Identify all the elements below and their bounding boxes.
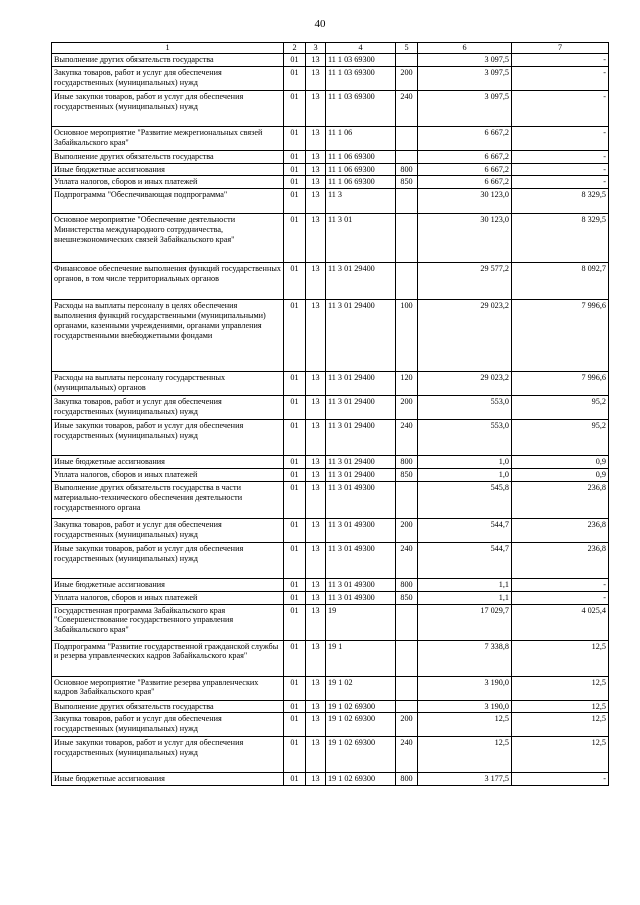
row-target-article: 11 1 06 69300 [326,150,396,163]
row-amount-plan: 1,0 [418,469,512,482]
row-section: 01 [284,456,306,469]
row-subsection: 13 [306,263,326,300]
row-amount-plan: 12,5 [418,713,512,737]
row-section: 01 [284,53,306,66]
row-expense-type [396,189,418,214]
row-name: Выполнение других обязательств государства в части материально-технического обеспечения деятельности государственного органа [52,481,284,518]
row-subsection: 13 [306,396,326,420]
row-section: 01 [284,396,306,420]
row-expense-type: 200 [396,518,418,542]
table-row [52,300,609,372]
row-section: 01 [284,66,306,90]
row-name: Расходы на выплаты персоналу государственных (муниципальных) органов [52,372,284,396]
header-col-7: 7 [512,43,609,54]
row-subsection: 13 [306,591,326,604]
row-amount-actual: 95,2 [512,396,609,420]
row-amount-actual: 7 996,6 [512,372,609,396]
row-expense-type: 240 [396,420,418,456]
row-subsection: 13 [306,604,326,640]
table-row [52,263,609,300]
row-amount-plan: 3 097,5 [418,90,512,126]
table-row [52,676,609,700]
row-amount-actual: 236,8 [512,542,609,578]
row-amount-actual: - [512,773,609,786]
row-amount-actual: 8 329,5 [512,214,609,263]
row-amount-plan: 6 667,2 [418,150,512,163]
row-expense-type: 800 [396,163,418,176]
row-subsection: 13 [306,469,326,482]
row-target-article: 11 3 01 49300 [326,542,396,578]
row-amount-actual: 12,5 [512,700,609,713]
row-name: Иные бюджетные ассигнования [52,456,284,469]
row-name: Закупка товаров, работ и услуг для обеспечения государственных (муниципальных) нужд [52,713,284,737]
row-section: 01 [284,214,306,263]
table-row [52,372,609,396]
row-amount-plan: 29 023,2 [418,300,512,372]
row-expense-type [396,700,418,713]
row-amount-actual: - [512,578,609,591]
table-row [52,604,609,640]
row-section: 01 [284,420,306,456]
row-target-article: 19 [326,604,396,640]
row-subsection: 13 [306,481,326,518]
row-subsection: 13 [306,578,326,591]
row-subsection: 13 [306,53,326,66]
row-section: 01 [284,542,306,578]
row-section: 01 [284,737,306,773]
row-name: Выполнение других обязательств государства [52,700,284,713]
row-section: 01 [284,676,306,700]
table-row [52,713,609,737]
row-name: Основное мероприятие "Развитие межрегиональных связей Забайкальского края" [52,126,284,150]
row-target-article: 11 3 01 29400 [326,396,396,420]
row-name: Иные бюджетные ассигнования [52,578,284,591]
row-target-article: 19 1 02 69300 [326,700,396,713]
table-row [52,66,609,90]
row-amount-actual: 12,5 [512,713,609,737]
row-subsection: 13 [306,700,326,713]
row-amount-plan: 12,5 [418,737,512,773]
row-amount-plan: 3 097,5 [418,66,512,90]
budget-table [51,42,609,786]
row-section: 01 [284,126,306,150]
table-row [52,90,609,126]
row-amount-plan: 30 123,0 [418,189,512,214]
row-target-article: 11 3 01 49300 [326,591,396,604]
row-target-article: 11 1 03 69300 [326,90,396,126]
row-expense-type: 240 [396,737,418,773]
row-amount-actual: 8 092,7 [512,263,609,300]
row-expense-type: 200 [396,66,418,90]
row-target-article: 11 3 01 29400 [326,420,396,456]
row-section: 01 [284,518,306,542]
table-body [52,53,609,786]
row-amount-plan: 6 667,2 [418,163,512,176]
row-target-article: 11 3 01 49300 [326,578,396,591]
row-target-article: 11 1 03 69300 [326,66,396,90]
row-amount-actual: 7 996,6 [512,300,609,372]
table-row [52,456,609,469]
row-expense-type: 120 [396,372,418,396]
row-section: 01 [284,176,306,189]
row-expense-type: 200 [396,713,418,737]
header-row [52,43,609,54]
table-row [52,518,609,542]
row-amount-plan: 545,8 [418,481,512,518]
row-name: Иные закупки товаров, работ и услуг для обеспечения государственных (муниципальных) нужд [52,737,284,773]
row-name: Основное мероприятие "Обеспечение деятельности Министерства международного сотрудничества, внешнеэкономических связей Забайкальского края" [52,214,284,263]
row-section: 01 [284,591,306,604]
row-amount-actual: 4 025,4 [512,604,609,640]
row-expense-type: 850 [396,469,418,482]
row-subsection: 13 [306,163,326,176]
table-row [52,542,609,578]
row-section: 01 [284,773,306,786]
row-target-article: 19 1 02 69300 [326,773,396,786]
table-row [52,773,609,786]
row-amount-plan: 553,0 [418,396,512,420]
row-section: 01 [284,90,306,126]
row-subsection: 13 [306,773,326,786]
row-expense-type [396,263,418,300]
row-amount-actual: - [512,126,609,150]
row-expense-type [396,481,418,518]
row-expense-type: 850 [396,591,418,604]
row-target-article: 11 3 01 49300 [326,518,396,542]
table-row [52,163,609,176]
row-subsection: 13 [306,518,326,542]
row-target-article: 11 3 01 29400 [326,456,396,469]
row-expense-type [396,126,418,150]
row-name: Подпрограмма "Развитие государственной гражданской службы и резерва управленческих кадров Забайкальского края" [52,640,284,676]
table-row [52,150,609,163]
row-target-article: 11 3 01 [326,214,396,263]
row-subsection: 13 [306,713,326,737]
row-amount-plan: 17 029,7 [418,604,512,640]
row-amount-actual: - [512,591,609,604]
row-section: 01 [284,189,306,214]
row-name: Расходы на выплаты персоналу в целях обеспечения выполнения функций государственными (муниципальными) органами, казенными учреждениями, органами управления государственными внебюджетными фондами [52,300,284,372]
row-target-article: 11 3 01 29400 [326,469,396,482]
row-name: Основное мероприятие "Развитие резерва управленческих кадров Забайкальского края" [52,676,284,700]
table-row [52,189,609,214]
row-amount-actual: 95,2 [512,420,609,456]
row-section: 01 [284,700,306,713]
row-amount-actual: - [512,66,609,90]
row-name: Закупка товаров, работ и услуг для обеспечения государственных (муниципальных) нужд [52,518,284,542]
row-target-article: 19 1 02 [326,676,396,700]
row-amount-actual: 12,5 [512,676,609,700]
row-subsection: 13 [306,420,326,456]
row-expense-type: 200 [396,396,418,420]
row-subsection: 13 [306,542,326,578]
row-subsection: 13 [306,640,326,676]
row-expense-type: 240 [396,542,418,578]
row-section: 01 [284,469,306,482]
row-section: 01 [284,150,306,163]
header-col-4: 4 [326,43,396,54]
row-amount-plan: 30 123,0 [418,214,512,263]
row-name: Выполнение других обязательств государства [52,150,284,163]
row-section: 01 [284,163,306,176]
table-row [52,396,609,420]
row-amount-actual: 8 329,5 [512,189,609,214]
row-expense-type: 100 [396,300,418,372]
row-subsection: 13 [306,176,326,189]
row-amount-plan: 7 338,8 [418,640,512,676]
row-amount-actual: 236,8 [512,518,609,542]
row-section: 01 [284,481,306,518]
row-expense-type: 800 [396,773,418,786]
row-amount-actual: - [512,53,609,66]
row-amount-actual: 12,5 [512,737,609,773]
row-amount-plan: 544,7 [418,542,512,578]
table-row [52,737,609,773]
row-name: Закупка товаров, работ и услуг для обеспечения государственных (муниципальных) нужд [52,66,284,90]
row-subsection: 13 [306,456,326,469]
row-name: Иные бюджетные ассигнования [52,773,284,786]
row-expense-type [396,150,418,163]
table-row [52,469,609,482]
row-target-article: 11 1 06 [326,126,396,150]
header-col-2: 2 [284,43,306,54]
row-amount-plan: 3 190,0 [418,700,512,713]
row-target-article: 11 1 06 69300 [326,163,396,176]
row-amount-plan: 29 023,2 [418,372,512,396]
row-target-article: 11 3 01 29400 [326,300,396,372]
page-number: 40 [314,18,326,30]
row-subsection: 13 [306,737,326,773]
row-expense-type [396,214,418,263]
row-subsection: 13 [306,90,326,126]
row-section: 01 [284,640,306,676]
row-name: Закупка товаров, работ и услуг для обеспечения государственных (муниципальных) нужд [52,396,284,420]
row-name: Уплата налогов, сборов и иных платежей [52,591,284,604]
row-name: Уплата налогов, сборов и иных платежей [52,176,284,189]
row-amount-actual: - [512,163,609,176]
row-subsection: 13 [306,300,326,372]
row-target-article: 19 1 02 69300 [326,737,396,773]
row-amount-plan: 1,1 [418,578,512,591]
row-name: Иные закупки товаров, работ и услуг для обеспечения государственных (муниципальных) нужд [52,542,284,578]
row-name: Государственная программа Забайкальского края "Совершенствование государственного управления Забайкальского края" [52,604,284,640]
row-amount-plan: 3 097,5 [418,53,512,66]
row-amount-actual: 0,9 [512,469,609,482]
row-name: Выполнение других обязательств государства [52,53,284,66]
row-amount-actual: 12,5 [512,640,609,676]
row-amount-plan: 3 190,0 [418,676,512,700]
row-name: Иные закупки товаров, работ и услуг для обеспечения государственных (муниципальных) нужд [52,420,284,456]
row-section: 01 [284,263,306,300]
row-subsection: 13 [306,66,326,90]
row-expense-type: 850 [396,176,418,189]
row-expense-type: 800 [396,578,418,591]
row-amount-actual: 236,8 [512,481,609,518]
table-row [52,700,609,713]
table-row [52,578,609,591]
row-subsection: 13 [306,372,326,396]
row-expense-type [396,604,418,640]
row-target-article: 11 3 01 49300 [326,481,396,518]
row-target-article: 11 3 01 29400 [326,372,396,396]
row-amount-plan: 544,7 [418,518,512,542]
row-target-article: 11 1 03 69300 [326,53,396,66]
row-target-article: 11 3 01 29400 [326,263,396,300]
row-name: Иные бюджетные ассигнования [52,163,284,176]
header-col-5: 5 [396,43,418,54]
row-name: Уплата налогов, сборов и иных платежей [52,469,284,482]
table-row [52,640,609,676]
row-expense-type [396,676,418,700]
row-amount-actual: - [512,150,609,163]
row-amount-actual: 0,9 [512,456,609,469]
row-amount-plan: 6 667,2 [418,176,512,189]
table-row [52,53,609,66]
table-row [52,420,609,456]
header-col-3: 3 [306,43,326,54]
row-target-article: 19 1 [326,640,396,676]
header-col-6: 6 [418,43,512,54]
table-row [52,126,609,150]
header-col-1: 1 [52,43,284,54]
row-amount-actual: - [512,176,609,189]
table-row [52,214,609,263]
row-subsection: 13 [306,150,326,163]
row-amount-plan: 553,0 [418,420,512,456]
row-target-article: 11 3 [326,189,396,214]
row-amount-plan: 1,1 [418,591,512,604]
row-expense-type: 240 [396,90,418,126]
row-expense-type: 800 [396,456,418,469]
row-section: 01 [284,300,306,372]
row-subsection: 13 [306,676,326,700]
row-section: 01 [284,713,306,737]
row-subsection: 13 [306,126,326,150]
row-expense-type [396,640,418,676]
row-name: Подпрограмма "Обеспечивающая подпрограмма" [52,189,284,214]
table-row [52,481,609,518]
row-amount-actual: - [512,90,609,126]
row-subsection: 13 [306,214,326,263]
table-row [52,176,609,189]
row-name: Финансовое обеспечение выполнения функций государственных органов, в том числе территориальных органов [52,263,284,300]
row-subsection: 13 [306,189,326,214]
row-name: Иные закупки товаров, работ и услуг для обеспечения государственных (муниципальных) нужд [52,90,284,126]
table-row [52,591,609,604]
row-amount-plan: 29 577,2 [418,263,512,300]
row-expense-type [396,53,418,66]
row-section: 01 [284,372,306,396]
row-amount-plan: 1,0 [418,456,512,469]
row-amount-plan: 6 667,2 [418,126,512,150]
row-target-article: 11 1 06 69300 [326,176,396,189]
row-target-article: 19 1 02 69300 [326,713,396,737]
row-section: 01 [284,578,306,591]
row-section: 01 [284,604,306,640]
row-amount-plan: 3 177,5 [418,773,512,786]
